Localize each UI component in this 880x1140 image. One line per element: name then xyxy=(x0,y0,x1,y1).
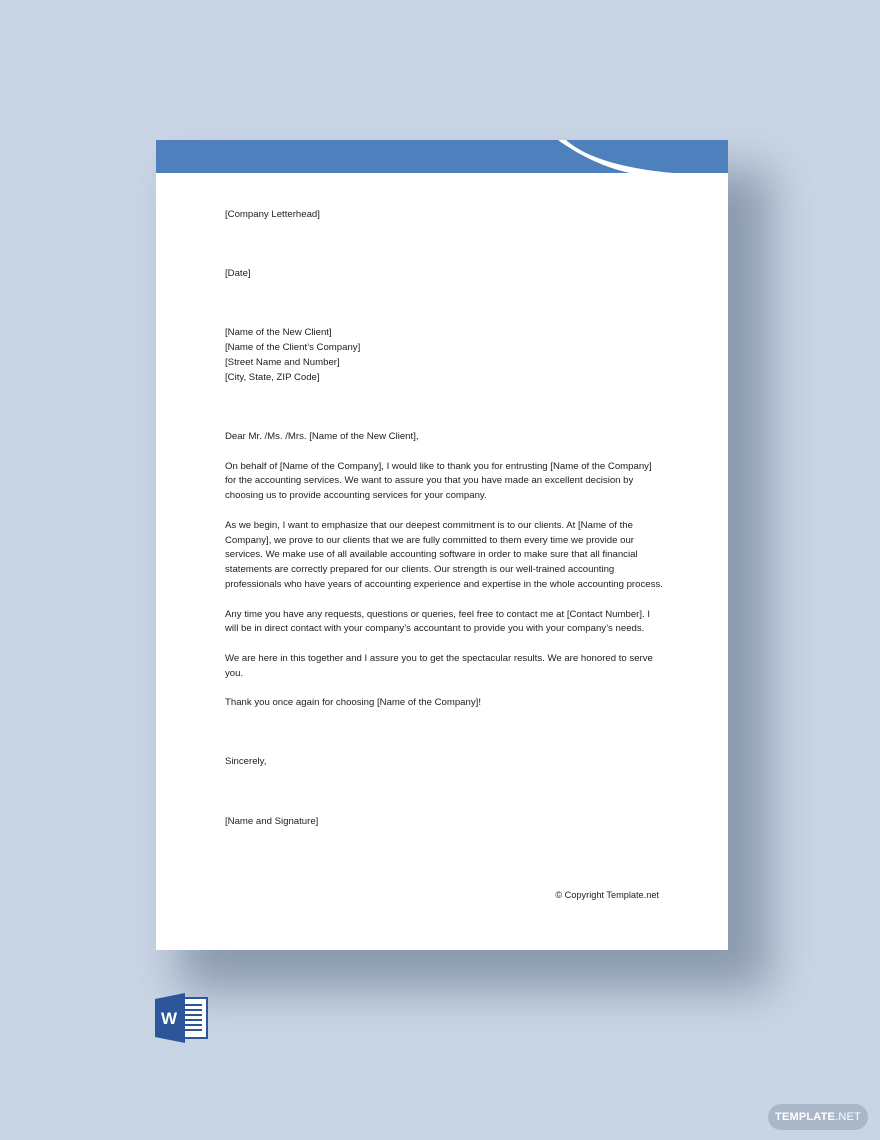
recipient-city: [City, State, ZIP Code] xyxy=(225,371,320,383)
badge-brand: TEMPLATE xyxy=(775,1111,836,1123)
word-letter: W xyxy=(160,1009,178,1028)
letter-page xyxy=(156,140,728,950)
salutation: Dear Mr. /Ms. /Mrs. [Name of the New Client], xyxy=(225,430,419,442)
word-document-icon[interactable] xyxy=(155,993,209,1043)
badge-tld: .NET xyxy=(835,1111,861,1123)
body-paragraph: We are here in this together and I assure you to get the spectacular results. We are honored to serve you. xyxy=(225,652,653,679)
signature-placeholder: [Name and Signature] xyxy=(225,815,319,827)
recipient-company: [Name of the Client’s Company] xyxy=(225,342,361,354)
template-net-badge[interactable] xyxy=(768,1104,868,1130)
body-paragraph: As we begin, I want to emphasize that our deepest commitment is to our clients. At [Name of the Company], we prove to our clients that we are fully committed to them every time we provide our services. We make use of all available accounting software in order to make sure that all financial statements are correctly prepared for our clients. Our strength is our well-trained accounting professionals who have years of accounting experience and expertise in the whole accounting process. xyxy=(225,519,663,590)
recipient-street: [Street Name and Number] xyxy=(225,356,340,368)
letterhead: [Company Letterhead] xyxy=(225,209,320,220)
header-swoosh-decoration xyxy=(156,140,728,180)
closing: Sincerely, xyxy=(225,756,267,768)
body-paragraph: Thank you once again for choosing [Name of the Company]! xyxy=(225,697,481,709)
letter-body xyxy=(225,208,665,829)
recipient-name: [Name of the New Client] xyxy=(225,327,332,339)
recipient-address xyxy=(225,326,665,385)
body-paragraph: Any time you have any requests, questions or queries, feel free to contact me at [Contact Number]. I will be in direct contact with your company’s accountant to provide you with your company’s needs. xyxy=(225,608,651,635)
date-line: [Date] xyxy=(225,268,251,280)
body-paragraph: On behalf of [Name of the Company], I would like to thank you for entrusting [Name of the Company] for the accounting services. We want to assure you that you have made an excellent decision by choosing us to provide accounting services for your company. xyxy=(225,460,652,502)
copyright-notice: © Copyright Template.net xyxy=(555,890,659,900)
